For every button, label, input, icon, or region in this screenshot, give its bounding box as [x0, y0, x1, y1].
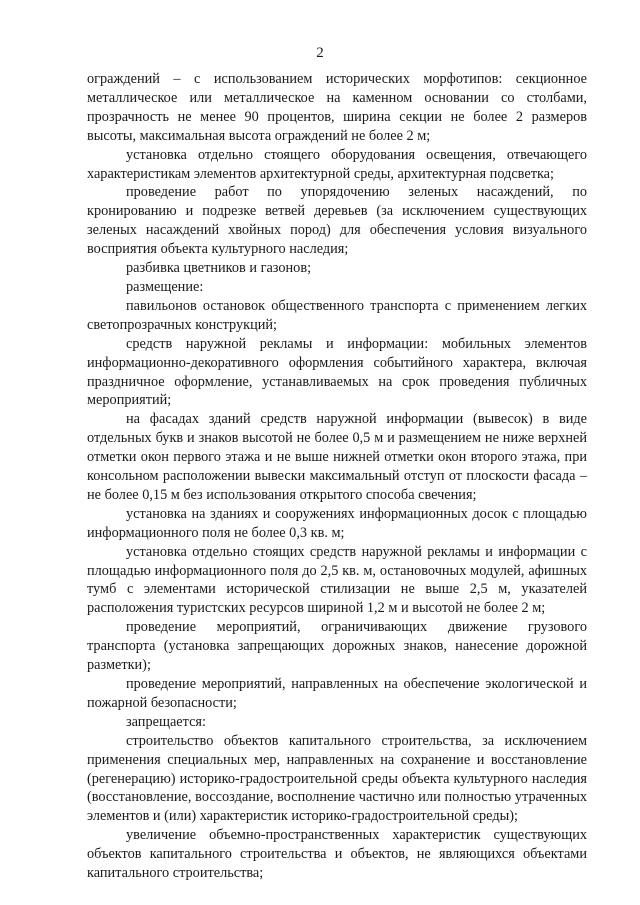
- paragraph: размещение:: [126, 278, 204, 295]
- paragraph: проведение мероприятий, ограничивающих движение грузового транспорта (установка запрещающих дорожных знаков, нанесение дорожной разметки);: [87, 619, 587, 674]
- paragraph: разбивка цветников и газонов;: [126, 260, 312, 277]
- paragraph: ограждений – с использованием исторических морфотипов: секционное металлическое или металлическое на каменном основании со столбами, прозрачность не менее 90 процентов, ширина секции не более 2 размеров высоты, максимальная высота ограждений не более 2 м;: [87, 71, 587, 144]
- page-number: 2: [316, 45, 324, 61]
- paragraph: установка отдельно стоящих средств наружной рекламы и информации с площадью информационного поля до 2,5 кв. м, остановочных модулей, афишных тумб с элементами исторической стилизации не выше 2,5 м, указателей расположения туристских ресурсов шириной 1,2 м и высотой не более 2 м;: [87, 543, 587, 617]
- paragraph: строительство объектов капитального строительства, за исключением применения специальных мер, направленных на сохранение и восстановление (регенерацию) историко-градостроительной среды объекта культурного наследия (восстановление, воссоздание, восполнение частично или полностью утраченных элементов и (или) характеристик историко-градостроительной среды);: [87, 732, 587, 825]
- paragraph: средств наружной рекламы и информации: мобильных элементов информационно-декоративного оформления событийного характера, включая праздничное оформление, устанавливаемых на срок проведения публичных мероприятий;: [87, 335, 587, 409]
- paragraph: установка на зданиях и сооружениях информационных досок с площадью информационного поля не более 0,3 кв. м;: [87, 505, 587, 541]
- paragraph: проведение работ по упорядочению зеленых насаждений, по кронированию и подрезке ветвей деревьев (за исключением существующих зеленых насаждений хвойных пород) для обеспечения условия визуального восприятия объекта культурного наследия;: [87, 184, 587, 258]
- paragraph: увеличение объемно-пространственных характеристик существующих объектов капитального строительства и объектов, не являющихся объектами капитального строительства;: [87, 827, 587, 882]
- paragraph: на фасадах зданий средств наружной информации (вывесок) в виде отдельных букв и знаков высотой не более 0,5 м и размещением не ниже верхней отметки окон первого этажа и не выше нижней отметки окон второго этажа, при консольном расположении вывески максимальный отступ от плоскости фасада – не более 0,15 м без использования открытого способа свечения;: [87, 411, 587, 503]
- body-text: [87, 70, 587, 883]
- paragraph: запрещается:: [126, 713, 206, 730]
- paragraph: проведение мероприятий, направленных на обеспечение экологической и пожарной безопасности;: [87, 676, 587, 711]
- paragraph: установка отдельно стоящего оборудования освещения, отвечающего характеристикам элементов архитектурной среды, архитектурная подсветка;: [87, 146, 587, 182]
- paragraph: павильонов остановок общественного транспорта с применением легких светопрозрачных конструкций;: [87, 297, 587, 333]
